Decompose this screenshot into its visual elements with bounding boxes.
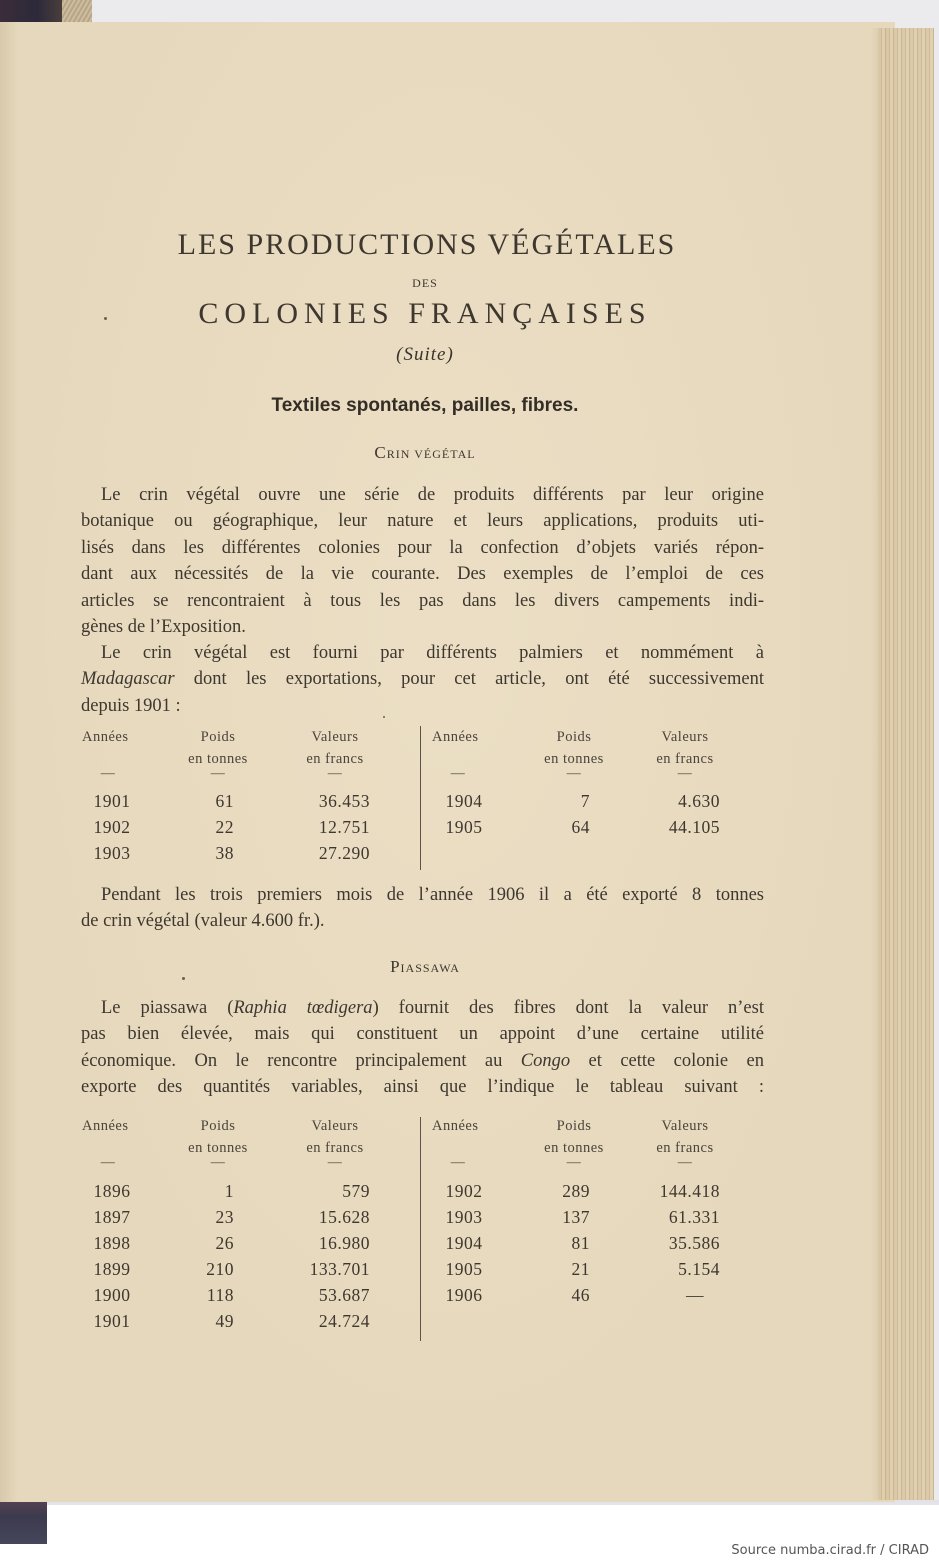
paper-speck bbox=[104, 317, 107, 320]
text-line: de crin végétal (valeur 4.600 fr.). bbox=[81, 911, 325, 932]
text-line bbox=[81, 666, 764, 692]
cell-year: 1899 bbox=[93, 1259, 131, 1279]
cell-weight: 7 bbox=[580, 791, 590, 811]
place-congo: Congo bbox=[520, 1050, 571, 1071]
column-header-weight-unit: en tonnes bbox=[188, 1140, 248, 1156]
text-line bbox=[81, 995, 764, 1021]
cell-value: 16.980 bbox=[318, 1233, 370, 1253]
text-line: pas bien élevée, mais qui constituent un appoint d’une certaine utilité bbox=[81, 1024, 764, 1045]
column-header-weight: Poids bbox=[556, 1118, 592, 1134]
subheading-initial: C bbox=[374, 443, 387, 462]
paper-speck bbox=[182, 977, 185, 980]
column-header-year: Années bbox=[82, 729, 129, 745]
cell-weight: 118 bbox=[206, 1285, 234, 1305]
section-heading: Textiles spontanés, pailles, fibres. bbox=[271, 395, 579, 416]
cell-value: 35.586 bbox=[668, 1233, 720, 1253]
page-edges-stack bbox=[878, 28, 934, 1500]
subheading-crin-vegetal bbox=[0, 443, 850, 463]
cell-weight: 289 bbox=[562, 1181, 590, 1201]
column-header-year: Années bbox=[432, 1118, 479, 1134]
species-name: Raphia tœdigera bbox=[233, 998, 373, 1018]
header-dash: — bbox=[566, 1155, 582, 1170]
cell-year: 1901 bbox=[93, 1311, 131, 1331]
text-fragment: et cette colonie en bbox=[570, 1050, 764, 1071]
text-fragment: économique. On le rencontre principalement au bbox=[81, 1050, 521, 1071]
cell-year: 1901 bbox=[93, 791, 131, 811]
cell-year: 1905 bbox=[445, 817, 483, 837]
text-line bbox=[81, 1048, 764, 1074]
cell-value: 5.154 bbox=[678, 1259, 720, 1279]
document-title-line2: COLONIES FRANÇAISES bbox=[198, 297, 652, 330]
cell-weight: 61 bbox=[215, 791, 234, 811]
column-header-value: Valeurs bbox=[661, 729, 709, 745]
header-dash: — bbox=[100, 1155, 116, 1170]
cell-weight: 22 bbox=[215, 817, 234, 837]
book-binding-bottom bbox=[0, 1498, 47, 1544]
cell-weight: 1 bbox=[224, 1181, 234, 1201]
source-credit: Source numba.cirad.fr / CIRAD bbox=[731, 1543, 929, 1558]
cell-weight: 21 bbox=[571, 1259, 590, 1279]
column-header-weight: Poids bbox=[556, 729, 592, 745]
book-binding-top bbox=[0, 0, 62, 24]
cell-year: 1906 bbox=[445, 1285, 483, 1305]
header-dash: — bbox=[100, 766, 116, 781]
cell-value: 12.751 bbox=[318, 817, 370, 837]
header-dash: — bbox=[210, 766, 226, 781]
text-line: lisés dans les différentes colonies pour la confection d’objets variés répon- bbox=[81, 537, 764, 558]
column-header-value-unit: en francs bbox=[656, 1140, 714, 1156]
cell-weight: 210 bbox=[206, 1259, 234, 1279]
document-title-suite: (Suite) bbox=[396, 344, 454, 365]
crin-paragraph-1 bbox=[81, 482, 764, 640]
column-header-weight-unit: en tonnes bbox=[544, 751, 604, 767]
column-header-value: Valeurs bbox=[661, 1118, 709, 1134]
cell-year: 1898 bbox=[93, 1233, 131, 1253]
column-header-value-unit: en francs bbox=[306, 1140, 364, 1156]
text-line: exporte des quantités variables, ainsi que l’indique le tableau suivant : bbox=[81, 1077, 764, 1098]
header-dash: — bbox=[677, 766, 693, 781]
document-title-line1: LES PRODUCTIONS VÉGÉTALES bbox=[177, 228, 677, 261]
crin-paragraph-2 bbox=[81, 640, 764, 719]
subheading-initial: P bbox=[390, 957, 401, 976]
cell-weight: 46 bbox=[571, 1285, 590, 1305]
cell-value: 133.701 bbox=[309, 1259, 370, 1279]
cell-year: 1902 bbox=[445, 1181, 483, 1201]
cell-value: 144.418 bbox=[659, 1181, 720, 1201]
cell-weight: 49 bbox=[215, 1311, 234, 1331]
text-fragment: ) fournit des fibres dont la valeur n’est bbox=[372, 998, 764, 1018]
cell-value: 53.687 bbox=[318, 1285, 370, 1305]
text-line: depuis 1901 : bbox=[81, 695, 181, 716]
cell-year: 1904 bbox=[445, 1233, 483, 1253]
column-header-weight: Poids bbox=[200, 1118, 236, 1134]
text-line: Le crin végétal ouvre une série de produits différents par leur origine bbox=[101, 485, 764, 505]
text-line: dant aux nécessités de la vie courante. Des exemples de l’emploi de ces bbox=[81, 564, 764, 585]
column-header-value: Valeurs bbox=[311, 729, 359, 745]
cell-value: 15.628 bbox=[318, 1207, 370, 1227]
cell-year: 1897 bbox=[93, 1207, 131, 1227]
piassawa-paragraph bbox=[81, 995, 764, 1101]
text-fragment: dont les exportations, pour cet article, ont été successivement bbox=[174, 669, 764, 690]
column-header-year: Années bbox=[82, 1118, 129, 1134]
subheading-rest: RIN VÉGÉTAL bbox=[386, 447, 476, 461]
text-line: articles se rencontraient à tous les pas dans les divers campements indi- bbox=[81, 590, 764, 611]
cell-weight: 23 bbox=[215, 1207, 234, 1227]
text-line: Le crin végétal est fourni par différents palmiers et nommément à bbox=[101, 643, 764, 663]
cell-year: 1896 bbox=[93, 1181, 131, 1201]
cell-weight: 38 bbox=[215, 843, 234, 863]
header-dash: — bbox=[327, 766, 343, 781]
cell-weight: 64 bbox=[571, 817, 590, 837]
cell-year: 1900 bbox=[93, 1285, 131, 1305]
cell-year: 1905 bbox=[445, 1259, 483, 1279]
header-dash: — bbox=[566, 766, 582, 781]
column-header-weight-unit: en tonnes bbox=[544, 1140, 604, 1156]
cell-year: 1903 bbox=[445, 1207, 483, 1227]
text-line: gènes de l’Exposition. bbox=[81, 617, 246, 638]
cell-weight: 137 bbox=[562, 1207, 590, 1227]
header-dash: — bbox=[210, 1155, 226, 1170]
text-fragment: Le piassawa ( bbox=[101, 998, 234, 1018]
cell-value: 24.724 bbox=[318, 1311, 370, 1331]
cell-value: 44.105 bbox=[668, 817, 720, 837]
header-dash: — bbox=[327, 1155, 343, 1170]
cell-value: 61.331 bbox=[668, 1207, 720, 1227]
cell-weight: 26 bbox=[215, 1233, 234, 1253]
cell-value: 36.453 bbox=[318, 791, 370, 811]
paper-speck bbox=[383, 716, 385, 718]
cell-year: 1904 bbox=[445, 791, 483, 811]
column-header-value-unit: en francs bbox=[306, 751, 364, 767]
column-header-weight-unit: en tonnes bbox=[188, 751, 248, 767]
cell-value: — bbox=[686, 1285, 704, 1305]
document-title-des: DES bbox=[412, 276, 438, 290]
cell-year: 1902 bbox=[93, 817, 131, 837]
header-dash: — bbox=[450, 1155, 466, 1170]
header-dash: — bbox=[450, 766, 466, 781]
subheading-rest: IASSAWA bbox=[400, 961, 460, 975]
column-header-value-unit: en francs bbox=[656, 751, 714, 767]
column-header-weight: Poids bbox=[200, 729, 236, 745]
cell-weight: 81 bbox=[571, 1233, 590, 1253]
column-header-value: Valeurs bbox=[311, 1118, 359, 1134]
table-divider bbox=[420, 726, 421, 870]
cell-value: 579 bbox=[342, 1181, 370, 1201]
header-dash: — bbox=[677, 1155, 693, 1170]
cell-value: 4.630 bbox=[678, 791, 720, 811]
crin-paragraph-3 bbox=[81, 882, 764, 935]
text-line: Pendant les trois premiers mois de l’année 1906 il a été exporté 8 tonnes bbox=[101, 885, 764, 905]
table-divider bbox=[420, 1117, 421, 1341]
cell-year: 1903 bbox=[93, 843, 131, 863]
place-madagascar: Madagascar bbox=[81, 669, 175, 690]
subheading-piassawa bbox=[0, 957, 850, 977]
column-header-year: Années bbox=[432, 729, 479, 745]
book-binding-cloth bbox=[62, 0, 92, 24]
text-line: botanique ou géographique, leur nature et leurs applications, produits uti- bbox=[81, 511, 764, 532]
cell-value: 27.290 bbox=[318, 843, 370, 863]
